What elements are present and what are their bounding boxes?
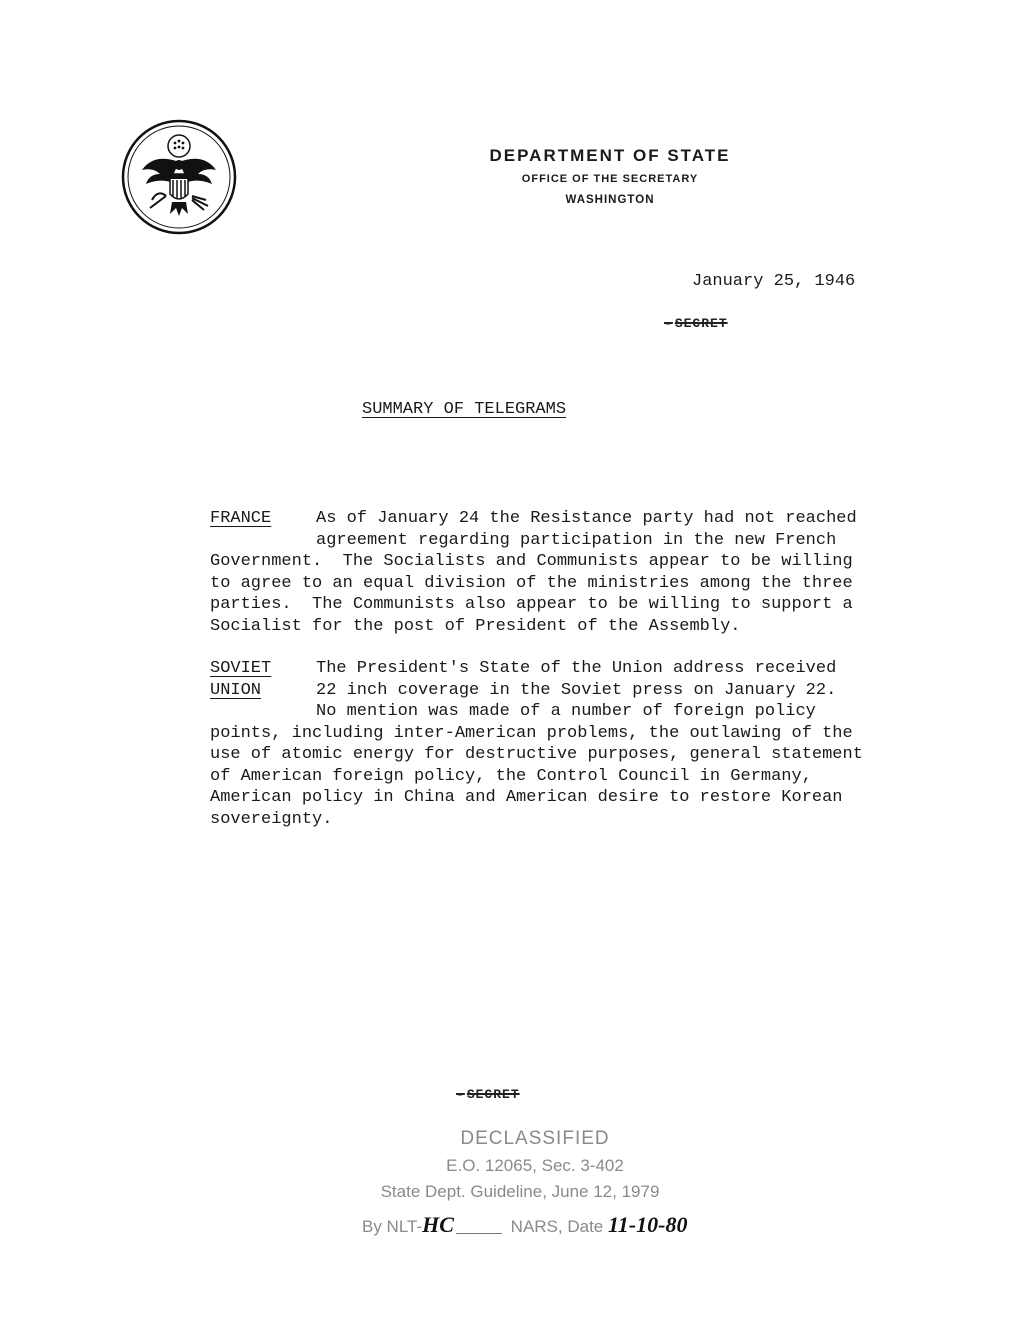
signature-line [456, 1233, 502, 1234]
letterhead [420, 146, 800, 206]
text-line: sovereignty. [210, 809, 333, 829]
section-france [210, 508, 900, 637]
text-line: 22 inch coverage in the Soviet press on January 22. [316, 680, 837, 700]
document-date: January 25, 1946 [692, 272, 856, 291]
classification-mark-bottom: - SECRET [456, 1087, 520, 1102]
declassification-signoff [362, 1212, 687, 1238]
section-soviet-union [210, 658, 900, 830]
declassification-authority: E.O. 12065, Sec. 3-402 [446, 1156, 624, 1175]
section-label: UNION [210, 680, 262, 700]
office-name: OFFICE OF THE SECRETARY [521, 173, 699, 185]
text-line: No mention was made of a number of foreign policy [316, 702, 816, 721]
text-line: points, including inter-American problems, the outlawing of the [210, 723, 853, 743]
text-line: American policy in China and American desire to restore Korean [210, 788, 843, 807]
declassified-heading: DECLASSIFIED [460, 1128, 610, 1149]
great-seal-icon [120, 118, 238, 236]
text-line: As of January 24 the Resistance party had not reached [316, 509, 857, 528]
text-line: to agree to an equal division of the ministries among the three [210, 573, 853, 593]
text-line: parties. The Communists also appear to be willing to support a [210, 595, 853, 614]
classification-mark-top: - SECRET [664, 316, 728, 331]
text-line: Socialist for the post of President of the Assembly. [210, 616, 741, 636]
declassification-stamp [330, 1128, 710, 1208]
text-line: agreement regarding participation in the new French [316, 530, 837, 550]
text-line: use of atomic energy for destructive purposes, general statement [210, 745, 863, 764]
department-name: DEPARTMENT OF STATE [489, 146, 731, 165]
signoff-nars: NARS, Date [510, 1217, 604, 1236]
city-name: WASHINGTON [565, 194, 655, 206]
declassification-guideline: State Dept. Guideline, June 12, 1979 [380, 1182, 660, 1201]
section-label: SOVIET [210, 659, 272, 678]
handwritten-date: 11-10-80 [608, 1212, 688, 1237]
text-line: Government. The Socialists and Communists appear to be willing [210, 552, 853, 571]
signoff-prefix: By NLT- [362, 1217, 423, 1236]
handwritten-initials: HC [422, 1212, 454, 1237]
text-line: The President's State of the Union address received [316, 659, 837, 678]
document-title: SUMMARY OF TELEGRAMS [362, 400, 567, 419]
section-label: FRANCE [210, 509, 272, 528]
text-line: of American foreign policy, the Control Council in Germany, [210, 766, 812, 786]
